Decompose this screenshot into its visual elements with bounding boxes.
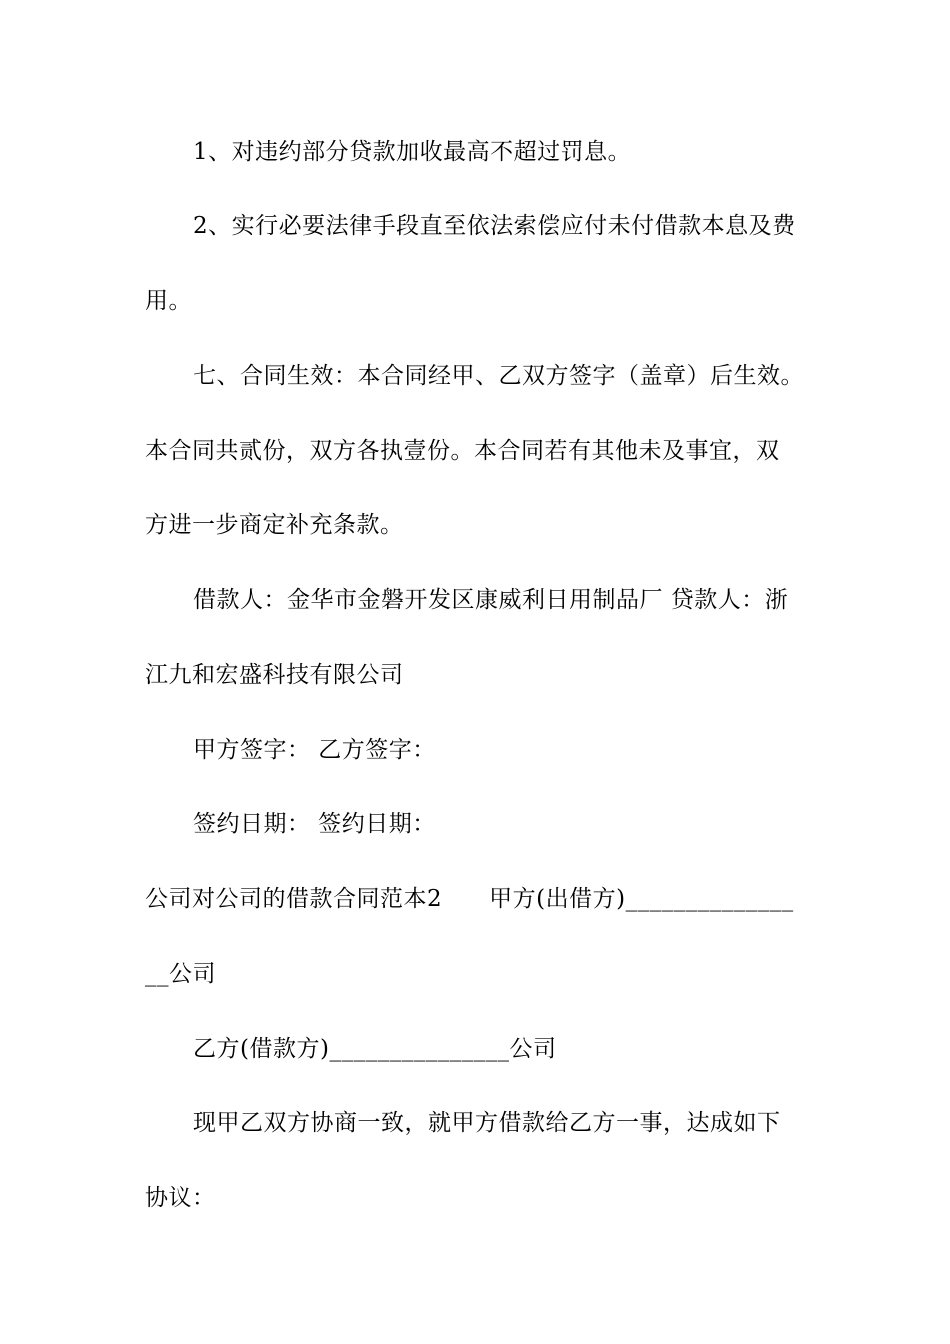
signature-line: 甲方签字： 乙方签字： xyxy=(193,737,436,763)
party-b-line: 乙方(借款方)_______________公司 xyxy=(193,1036,557,1062)
party-a-continuation: __公司 xyxy=(145,961,216,987)
agreement-intro-continuation: 协议： xyxy=(145,1185,216,1211)
section-7-contract-effect: 七、合同生效：本合同经甲、乙双方签字（盖章）后生效。 xyxy=(193,363,804,389)
clause-2-continuation: 用。 xyxy=(145,288,192,314)
parties-borrower-lender: 借款人：金华市金磐开发区康威利日用制品厂 贷款人：浙 xyxy=(193,587,789,613)
template-2-heading-party-a: 公司对公司的借款合同范本2 甲方(出借方)______________ xyxy=(145,886,794,912)
section-7-continuation-1: 本合同共贰份，双方各执壹份。本合同若有其他未及事宜，双 xyxy=(145,438,780,464)
agreement-intro: 现甲乙双方协商一致，就甲方借款给乙方一事，达成如下 xyxy=(193,1110,781,1136)
parties-continuation: 江九和宏盛科技有限公司 xyxy=(145,662,404,688)
signing-date-line: 签约日期： 签约日期： xyxy=(193,811,436,837)
clause-1-penalty-interest: 1、对违约部分贷款加收最高不超过罚息。 xyxy=(193,139,632,165)
section-7-continuation-2: 方进一步商定补充条款。 xyxy=(145,512,404,538)
clause-2-legal-means: 2、实行必要法律手段直至依法索偿应付未付借款本息及费 xyxy=(193,213,796,239)
